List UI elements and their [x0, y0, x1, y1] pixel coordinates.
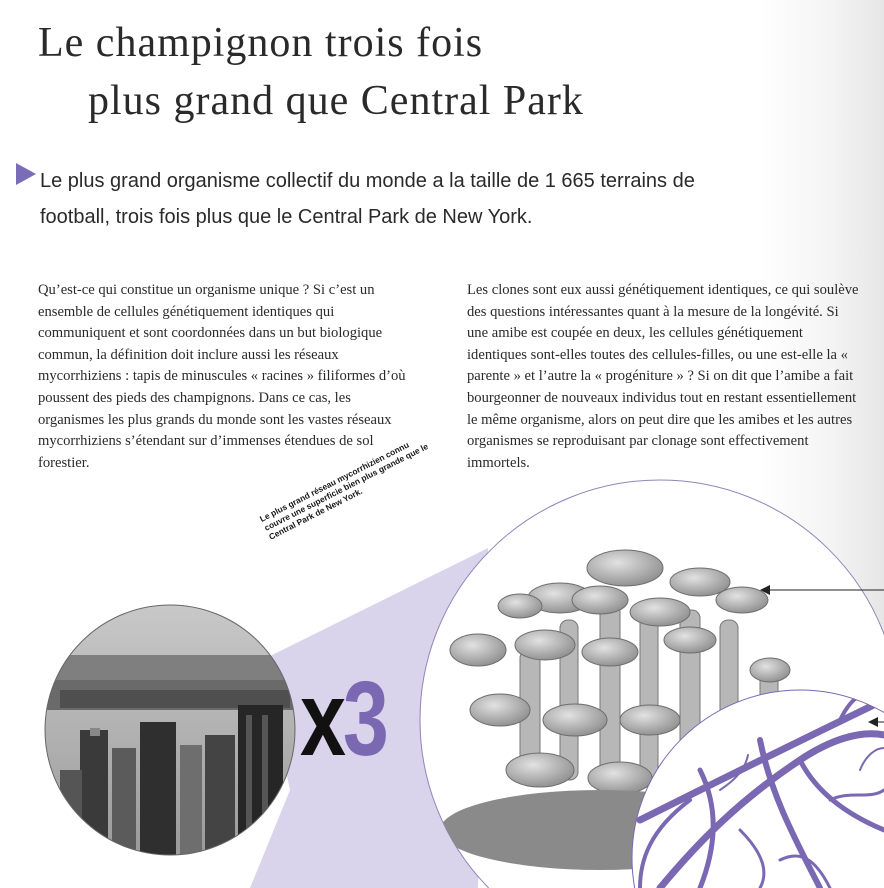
body-column-right: Les clones sont eux aussi génétiquement identiques, ce qui soulève des questions intéressantes quant à la mesure de la longévité. Si une amibe est coupée en deux, les cellules génétiquement identiques sont-elles toutes des cellules-filles, ou une est-elle la « parente » et l’autre la « progéniture » ? Si on dit que l’amibe a fait bourgeonner de nouveaux individus tout en restant essentiellement le même organisme, alors on peut dire que les amibes et les autres organismes se reproduisant par clonage sont effectivement immortels.: [467, 282, 859, 471]
title-line-1: Le champignon trois fois: [38, 20, 484, 66]
multiplier-number: 3: [342, 660, 386, 778]
central-park-photo: [40, 600, 310, 860]
multiplier-label: [300, 660, 386, 778]
lead-paragraph: Le plus grand organisme collectif du monde a la taille de 1 665 terrains de football, trois fois plus que le Central Park de New York.: [40, 170, 695, 228]
title-line-2: plus grand que Central Park: [88, 78, 584, 124]
body-column-left: Qu’est-ce qui constitue un organisme unique ? Si c’est un ensemble de cellules génétiquement identiques qui communiquent et sont coordonnées dans un but biologique commun, la définition doit inclure aussi les réseaux mycorrhiziens : tapis de minuscules « racines » filiformes d’où poussent des pieds des champignons. Dans ce cas, les organismes les plus grands du monde sont les vastes réseaux mycorrhiziens s’étendant sur d’immenses étendues de sol forestier.: [38, 282, 406, 471]
multiplier-x: x: [300, 660, 343, 778]
figure-callout: Le plus grand réseau mycorrhizien connu couvre une superficie bien plus grande que le Central Park de New York.: [258, 439, 430, 542]
